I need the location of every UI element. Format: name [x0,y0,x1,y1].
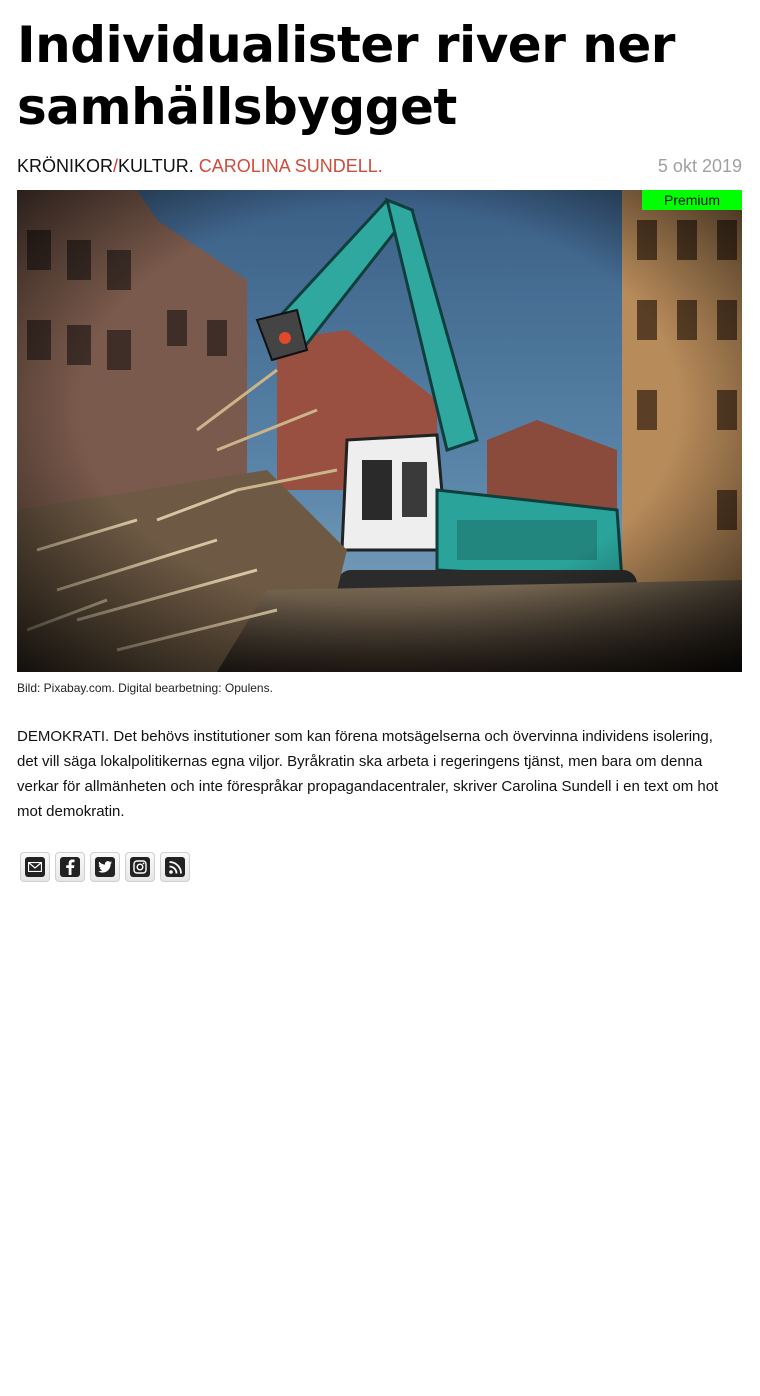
article-lead: DEMOKRATI. Det behövs institutioner som kan förena motsägelserna och övervinna individens isolering, det vill säga lokalpolitikernas egna viljor. Byråkratin ska arbeta i regeringens tjänst, men bara om denna verkar för allmänheten och inte förespråkar propagandacentraler, skriver Carolina Sundell i en text om hot mot demokratin. [17,728,719,820]
category-link-kronikor[interactable]: KRÖNIKOR [17,156,114,176]
share-twitter-button[interactable] [90,852,120,882]
meta-dot: . [188,156,194,176]
share-email-button[interactable] [20,852,50,882]
facebook-icon [60,857,80,877]
hero-image [17,190,742,672]
share-bar [17,852,742,882]
excavator-demolition-illustration [17,190,742,672]
share-instagram-button[interactable] [125,852,155,882]
share-rss-button[interactable] [160,852,190,882]
share-facebook-button[interactable] [55,852,85,882]
article-meta [17,154,742,178]
instagram-icon [130,857,150,877]
twitter-icon [95,857,115,877]
article-title: Individualister river ner samhällsbygget [17,16,675,136]
image-caption: Bild: Pixabay.com. Digital bearbetning: Opulens. [17,681,273,695]
article [17,14,742,882]
rss-icon [165,857,185,877]
category-link-kultur[interactable]: KULTUR [118,156,189,176]
publish-date: 5 okt 2019 [657,156,742,176]
author-link[interactable]: CAROLINA SUNDELL. [198,156,383,176]
premium-badge: Premium [642,190,742,210]
email-icon [25,857,45,877]
category-separator: / [113,156,119,176]
